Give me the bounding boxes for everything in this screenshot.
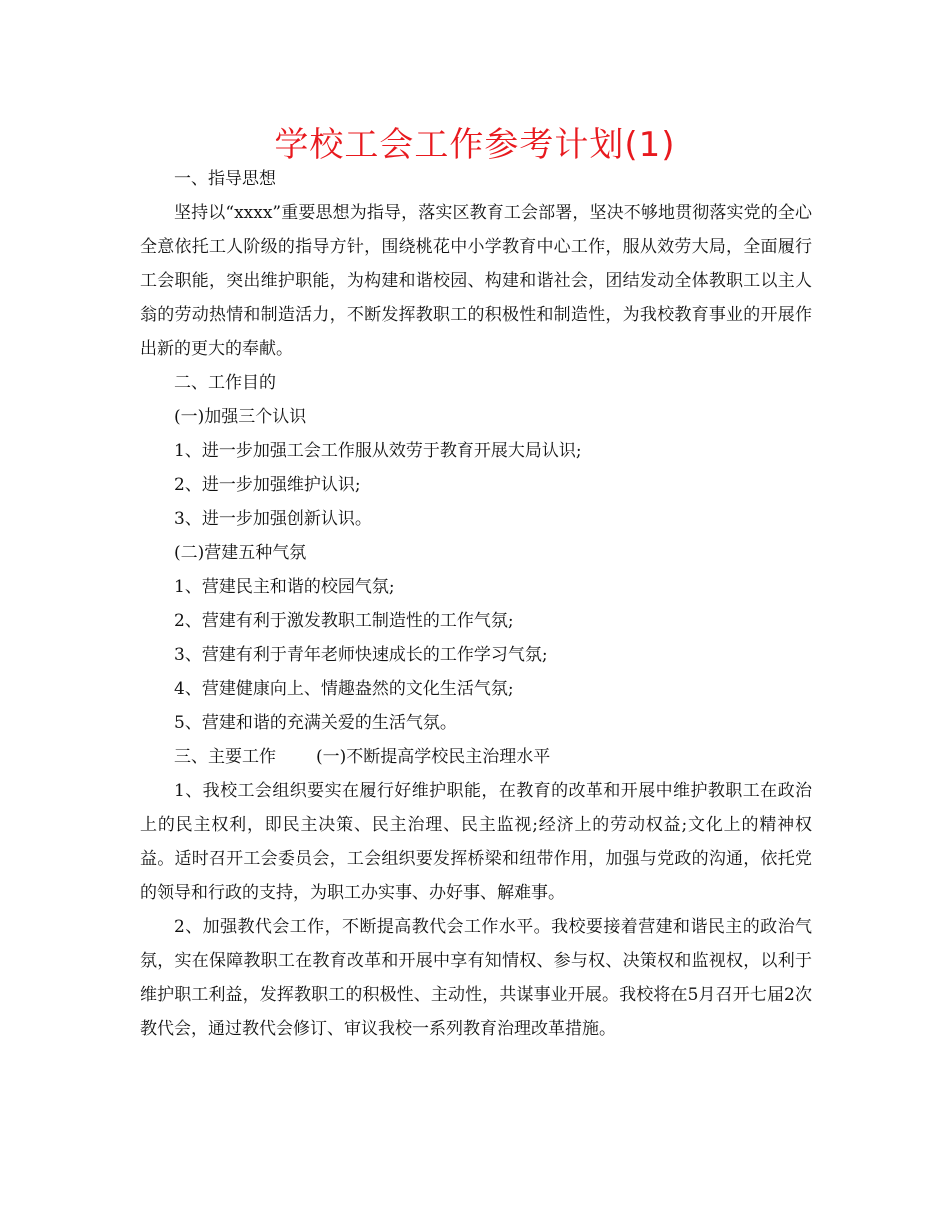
heading-work-goals: 二、工作目的 [174,373,276,393]
list-item: 1、进一步加强工会工作服从效劳于教育开展大局认识; [174,441,582,461]
subheading-five-atmospheres: (二)营建五种气氛 [174,543,307,563]
heading-main-work-label: 三、主要工作 [174,747,276,767]
subheading-three-awareness: (一)加强三个认识 [174,407,307,427]
heading-guiding-thought: 一、指导思想 [174,169,276,189]
document-title: 学校工会工作参考计划(1) [274,125,676,165]
paragraph-main-work-1: 1、我校工会组织要实在履行好维护职能，在教育的改革和开展中维护教职工在政治上的民主权利，即民主决策、民主治理、民主监视;经济上的劳动权益;文化上的精神权益。适时召开工会委员会，工会组织要发挥桥梁和纽带作用，加强与党政的沟通，依托党的领导和行政的支持，为职工办实事、办好事、解难事。 [140,781,812,903]
list-item: 1、营建民主和谐的校园气氛; [174,577,395,597]
list-item: 3、营建有利于青年老师快速成长的工作学习气氛; [174,645,548,665]
paragraph-main-work-2: 2、加强教代会工作，不断提高教代会工作水平。我校要接着营建和谐民主的政治气氛，实在保障教职工在教育改革和开展中享有知情权、参与权、决策权和监视权，以利于维护职工利益，发挥教职工的积极性、主动性，共谋事业开展。我校将在5月召开七届2次教代会，通过教代会修订、审议我校一系列教育治理改革措施。 [140,917,812,1039]
heading-main-work [140,740,812,774]
list-item: 3、进一步加强创新认识。 [174,509,372,529]
paragraph-guiding-thought: 坚持以“xxxx”重要思想为指导，落实区教育工会部署，坚决不够地贯彻落实党的全心全意依托工人阶级的指导方针，围绕桃花中小学教育中心工作，服从效劳大局，全面履行工会职能，突出维护职能，为构建和谐校园、构建和谐社会，团结发动全体教职工以主人翁的劳动热情和制造活力，不断发挥教职工的积极性和制造性，为我校教育事业的开展作出新的更大的奉献。 [140,203,812,359]
list-item: 4、营建健康向上、情趣盎然的文化生活气氛; [174,679,514,699]
list-item: 5、营建和谐的充满关爱的生活气氛。 [174,713,457,733]
list-item: 2、营建有利于激发教职工制造性的工作气氛; [174,611,514,631]
list-item: 2、进一步加强维护认识; [174,475,361,495]
subheading-democratic-governance: (一)不断提高学校民主治理水平 [316,747,551,767]
document-body [140,162,812,1046]
